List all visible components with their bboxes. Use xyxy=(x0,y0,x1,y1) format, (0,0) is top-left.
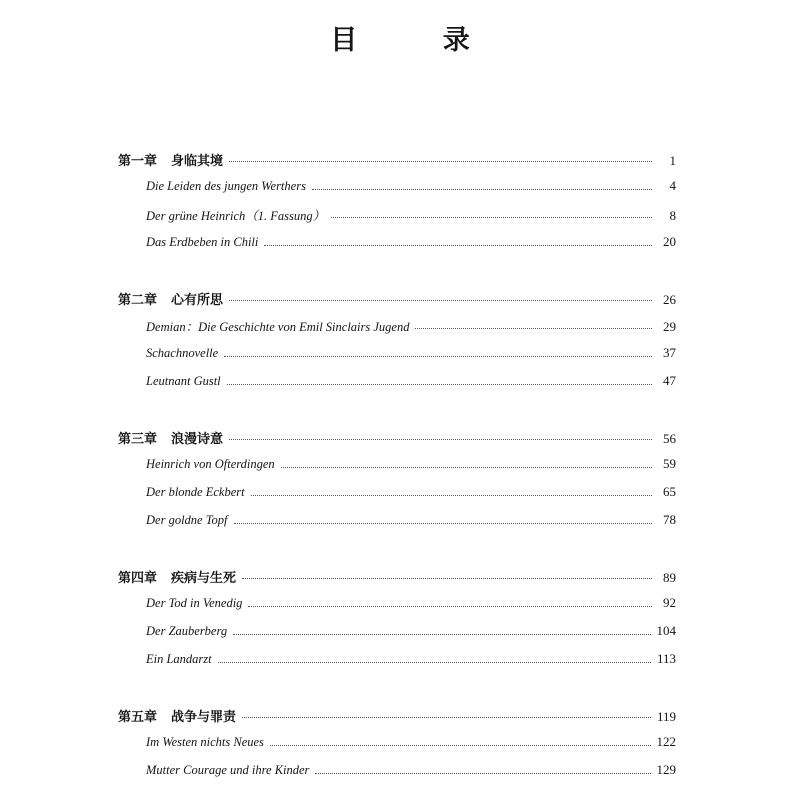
page-number: 37 xyxy=(663,345,676,360)
toc-item[interactable] xyxy=(146,178,676,198)
dot-leader xyxy=(264,244,652,246)
page-number: 65 xyxy=(663,484,676,499)
item-title: Die Leiden des jungen Werthers xyxy=(146,179,306,193)
toc-item[interactable] xyxy=(146,762,676,782)
page-number: 47 xyxy=(663,373,676,388)
page-number: 113 xyxy=(656,651,676,666)
dot-leader xyxy=(415,327,652,329)
toc-item[interactable] xyxy=(146,373,676,393)
item-title: Leutnant Gustl xyxy=(146,374,221,388)
dot-leader xyxy=(218,661,651,663)
page-number: 8 xyxy=(669,208,676,223)
dot-leader xyxy=(248,605,652,607)
page-number: 104 xyxy=(656,623,676,638)
dot-leader xyxy=(229,160,652,162)
dot-leader xyxy=(242,716,651,718)
item-title: Der goldne Topf xyxy=(146,513,228,527)
page-number: 59 xyxy=(663,456,676,471)
toc-item[interactable] xyxy=(146,512,676,532)
item-title: Heinrich von Ofterdingen xyxy=(146,457,275,471)
toc-chapter-2[interactable] xyxy=(118,289,676,309)
toc-item[interactable] xyxy=(146,317,676,337)
dot-leader xyxy=(227,383,652,385)
chapter-title: 第二章 心有所思 xyxy=(118,293,224,308)
page-number: 26 xyxy=(663,292,676,307)
item-title: Mutter Courage und ihre Kinder xyxy=(146,763,310,777)
toc-item[interactable] xyxy=(146,484,676,504)
item-title: Der Tod in Venedig xyxy=(146,596,243,610)
page-number: 92 xyxy=(663,595,676,610)
toc-item[interactable] xyxy=(146,456,676,476)
toc-item[interactable] xyxy=(146,234,676,254)
dot-leader xyxy=(224,355,652,357)
dot-leader xyxy=(312,188,652,190)
dot-leader xyxy=(229,299,652,301)
toc-item[interactable] xyxy=(146,734,676,754)
item-title: Im Westen nichts Neues xyxy=(146,735,264,749)
toc-chapter-4[interactable] xyxy=(118,567,676,587)
dot-leader xyxy=(233,633,650,635)
dot-leader xyxy=(242,577,652,579)
page-number: 122 xyxy=(656,734,676,749)
page-title: 目 录 xyxy=(330,25,508,56)
item-title: Das Erdbeben in Chili xyxy=(146,235,259,249)
item-title: Der grüne Heinrich（1. Fassung） xyxy=(146,209,326,223)
chapter-title: 第四章 疾病与生死 xyxy=(118,571,237,586)
toc-item[interactable] xyxy=(146,206,676,226)
dot-leader xyxy=(281,466,652,468)
toc-item[interactable] xyxy=(146,651,676,671)
dot-leader xyxy=(331,216,652,218)
item-title: Ein Landarzt xyxy=(146,652,212,666)
item-title: Der blonde Eckbert xyxy=(146,485,245,499)
page-number: 4 xyxy=(669,178,676,193)
item-title: Schachnovelle xyxy=(146,346,219,360)
item-title: Demian：Die Geschichte von Emil Sinclairs Jugend xyxy=(146,320,410,334)
dot-leader xyxy=(251,494,652,496)
toc-chapter-3[interactable] xyxy=(118,428,676,448)
toc-item[interactable] xyxy=(146,595,676,615)
toc-chapter-5[interactable] xyxy=(118,706,676,726)
chapter-title: 第一章 身临其境 xyxy=(118,154,224,169)
toc-item[interactable] xyxy=(146,623,676,643)
page-number: 1 xyxy=(669,153,676,168)
dot-leader xyxy=(229,438,652,440)
dot-leader xyxy=(315,772,650,774)
toc-chapter-1[interactable] xyxy=(118,150,676,170)
page-number: 78 xyxy=(663,512,676,527)
page-number: 20 xyxy=(663,234,676,249)
item-title: Der Zauberberg xyxy=(146,624,228,638)
page-number: 89 xyxy=(663,570,676,585)
chapter-title: 第五章 战争与罪责 xyxy=(118,710,237,725)
page-number: 29 xyxy=(663,319,676,334)
page-number: 119 xyxy=(656,709,676,724)
dot-leader xyxy=(270,744,651,746)
chapter-title: 第三章 浪漫诗意 xyxy=(118,432,224,447)
page-number: 129 xyxy=(656,762,676,777)
dot-leader xyxy=(234,522,653,524)
toc-item[interactable] xyxy=(146,345,676,365)
page-number: 56 xyxy=(663,431,676,446)
